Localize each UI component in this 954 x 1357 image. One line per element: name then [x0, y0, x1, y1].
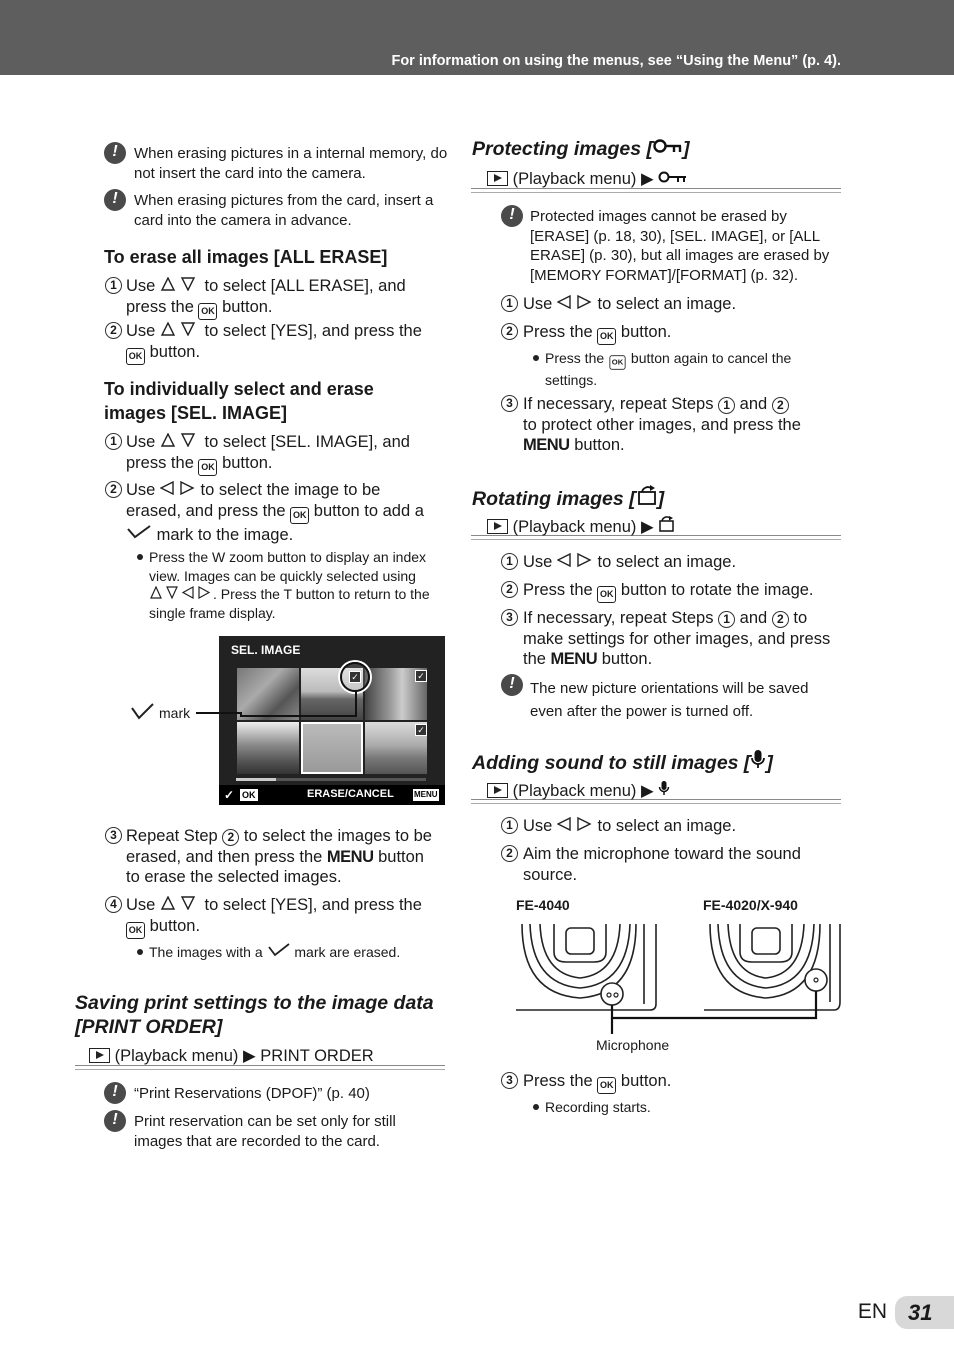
step-number: 2 — [105, 481, 122, 498]
check-tag-icon: ✓ — [415, 724, 427, 736]
selected-thumbnail — [301, 722, 363, 774]
heading-sel-image-1: To individually select and erase — [104, 379, 374, 399]
check-mark-icon — [126, 524, 152, 540]
step-number: 2 — [501, 323, 518, 340]
microphone-label: Microphone — [596, 1037, 670, 1053]
ok-button-icon: OK — [290, 507, 309, 524]
up-down-arrow-icon — [160, 277, 200, 291]
heading-sound: Adding sound to still images [ ] — [472, 749, 773, 775]
playback-icon — [487, 171, 508, 186]
rotate-icon — [636, 485, 658, 505]
sel-image-step4: Use to select [YES], and press the OK button. — [126, 895, 446, 939]
up-down-arrow-icon — [160, 433, 200, 447]
step-number: 1 — [501, 553, 518, 570]
up-down-arrow-icon — [160, 896, 200, 910]
step-number: 1 — [501, 817, 518, 834]
note-card: When erasing pictures from the card, insert a card into the camera in advance. — [134, 192, 434, 229]
sound-bullet: Recording starts. — [545, 1099, 651, 1115]
ok-button-icon: OK — [126, 922, 145, 939]
model-label-fe4020: FE-4020/X-940 — [703, 897, 798, 913]
rotate-menu-path: (Playback menu) ▶ — [471, 514, 841, 536]
microphone-hole-icon — [805, 969, 827, 991]
caution-icon — [501, 674, 523, 696]
step-number: 3 — [501, 609, 518, 626]
arrow-right-icon: ▶ — [641, 170, 654, 188]
step-number: 2 — [501, 581, 518, 598]
rotate-step2: Press the OK button to rotate the image. — [523, 580, 843, 603]
print-order-note2: Print reservation can be set only for still images that are recorded to the card. — [134, 1113, 396, 1150]
ok-button-icon: OK — [126, 348, 145, 365]
erase-cancel-label: ERASE/CANCEL — [307, 788, 394, 800]
bullet-dot — [533, 355, 539, 361]
playback-icon — [487, 783, 508, 798]
screen-title: SEL. IMAGE — [231, 643, 301, 657]
step-number: 1 — [105, 277, 122, 294]
playback-icon — [487, 519, 508, 534]
bullet-dot — [533, 1104, 539, 1110]
ok-button-icon: OK — [597, 1077, 616, 1094]
protect-key-icon — [653, 137, 683, 155]
heading-print-order-1: Saving print settings to the image data — [75, 992, 434, 1014]
arrow-right-icon: ▶ — [641, 782, 654, 800]
protect-menu-path: (Playback menu) ▶ — [471, 167, 841, 189]
sound-step3: Press the OK button. — [523, 1071, 843, 1094]
protect-bullet: Press the OK button again to cancel the settings. — [545, 350, 792, 388]
all-erase-step2: Use to select [YES], and press the OK button. — [126, 321, 446, 365]
ok-button-icon: OK — [198, 459, 217, 476]
caution-icon — [501, 205, 523, 227]
step-number: 3 — [501, 395, 518, 412]
left-right-arrow-icon — [557, 817, 593, 831]
protect-note: Protected images cannot be erased by [ERASE] (p. 18, 30), [SEL. IMAGE], or [ALL ERASE] (p. 30), but all images are erased by [MEMORY FORMAT]/[FORMAT] (p. 32). — [530, 208, 830, 284]
rotate-icon — [658, 516, 676, 532]
sel-image-step1: Use to select [SEL. IMAGE], and press the OK button. — [126, 432, 446, 476]
step-number: 3 — [501, 1072, 518, 1089]
erase-bullet: The images with a mark are erased. — [149, 944, 401, 960]
ok-button-icon: OK — [597, 328, 616, 345]
check-tag-icon: ✓ — [415, 670, 427, 682]
print-order-menu-path: (Playback menu) ▶ PRINT ORDER — [75, 1044, 445, 1066]
note-internal-memory: When erasing pictures in a internal memory, do not insert the card into the camera. — [134, 145, 448, 182]
camera-fe4040 — [516, 924, 656, 1010]
step-number: 2 — [105, 322, 122, 339]
heading-sel-image-2: images [SEL. IMAGE] — [104, 403, 288, 423]
rotate-note: The new picture orientations will be saved even after the power is turned off. — [530, 680, 809, 720]
protect-step1: Use to select an image. — [523, 295, 737, 313]
heading-print-order-2: [PRINT ORDER] — [75, 1016, 223, 1038]
sel-image-bullet: Press the W zoom button to display an index view. Images can be quickly selected using . Press the T button to return to the single frame display. — [149, 549, 430, 621]
heading-protect: Protecting images [ ] — [472, 138, 690, 160]
step-number: 1 — [105, 433, 122, 450]
all-erase-step1: Use to select [ALL ERASE], and press the OK button. — [126, 276, 446, 320]
left-right-arrow-icon — [557, 553, 593, 567]
step-number: 4 — [105, 896, 122, 913]
callout-line — [612, 991, 816, 1018]
microphone-icon — [658, 780, 670, 796]
mark-label: mark — [159, 705, 191, 721]
sel-image-step2: Use to select the image to be erased, and press the OK button to add a mark to the image. — [126, 481, 424, 544]
caution-icon — [104, 189, 126, 211]
camera-microphone-illustration — [514, 922, 844, 1034]
ok-button-icon: OK — [597, 586, 616, 603]
four-way-arrow-icon — [149, 586, 213, 599]
left-right-arrow-icon — [557, 295, 593, 309]
left-right-arrow-icon — [160, 481, 196, 495]
protect-key-icon — [658, 170, 688, 184]
camera-fe4020 — [704, 924, 840, 1010]
print-order-note1: “Print Reservations (DPOF)” (p. 40) — [134, 1085, 370, 1102]
caution-icon — [104, 1082, 126, 1104]
ok-button-icon: OK — [609, 355, 625, 369]
microphone-icon — [750, 749, 766, 769]
sel-image-step3: Repeat Step 2 to select the images to be erased, and then press the MENU button to erase the selected images. — [126, 827, 432, 886]
screen-bottom-bar — [219, 785, 445, 805]
step-number: 3 — [105, 827, 122, 844]
rotate-step3: If necessary, repeat Steps 1 and 2 to make settings for other images, and press the MENU button. — [523, 609, 831, 668]
thumbnail — [237, 722, 299, 774]
sound-menu-path: (Playback menu) ▶ — [471, 778, 841, 800]
microphone-hole-icon — [601, 983, 623, 1005]
arrow-right-icon: ▶ — [243, 1047, 256, 1065]
step-number: 2 — [501, 845, 518, 862]
check-tag-highlight-icon: ✓ — [340, 662, 370, 692]
language-label: EN — [857, 1300, 887, 1323]
bullet-dot — [137, 554, 143, 560]
sound-step1: Use to select an image. — [523, 817, 737, 835]
playback-icon — [89, 1048, 110, 1063]
bullet-dot — [137, 949, 143, 955]
up-down-arrow-icon — [160, 322, 200, 336]
arrow-right-icon: ▶ — [641, 518, 654, 536]
ok-button-icon: OK — [198, 303, 217, 320]
caution-icon — [104, 142, 126, 164]
ok-icon: OK — [242, 790, 256, 800]
heading-all-erase: To erase all images [ALL ERASE] — [104, 247, 388, 267]
page-header-bar — [0, 0, 954, 75]
heading-rotate: Rotating images [ ] — [472, 485, 664, 511]
check-icon: ✓ — [224, 788, 235, 802]
menu-icon: MENU — [414, 790, 438, 799]
rotate-step1: Use to select an image. — [523, 553, 737, 571]
check-mark-icon — [267, 943, 291, 957]
page-number: 31 — [908, 1300, 933, 1325]
header-info-text: For information on using the menus, see “Using the Menu” (p. 4). — [391, 53, 841, 69]
model-label-fe4040: FE-4040 — [516, 897, 570, 913]
caution-icon — [104, 1110, 126, 1132]
protect-step3: If necessary, repeat Steps 1 and 2 to protect other images, and press the MENU button. — [523, 395, 801, 454]
screen-scrollbar — [236, 778, 426, 781]
step-number: 1 — [501, 295, 518, 312]
callout-line — [196, 660, 376, 720]
protect-step2: Press the OK button. — [523, 322, 843, 345]
sound-step2: Aim the microphone toward the sound source. — [523, 845, 801, 884]
